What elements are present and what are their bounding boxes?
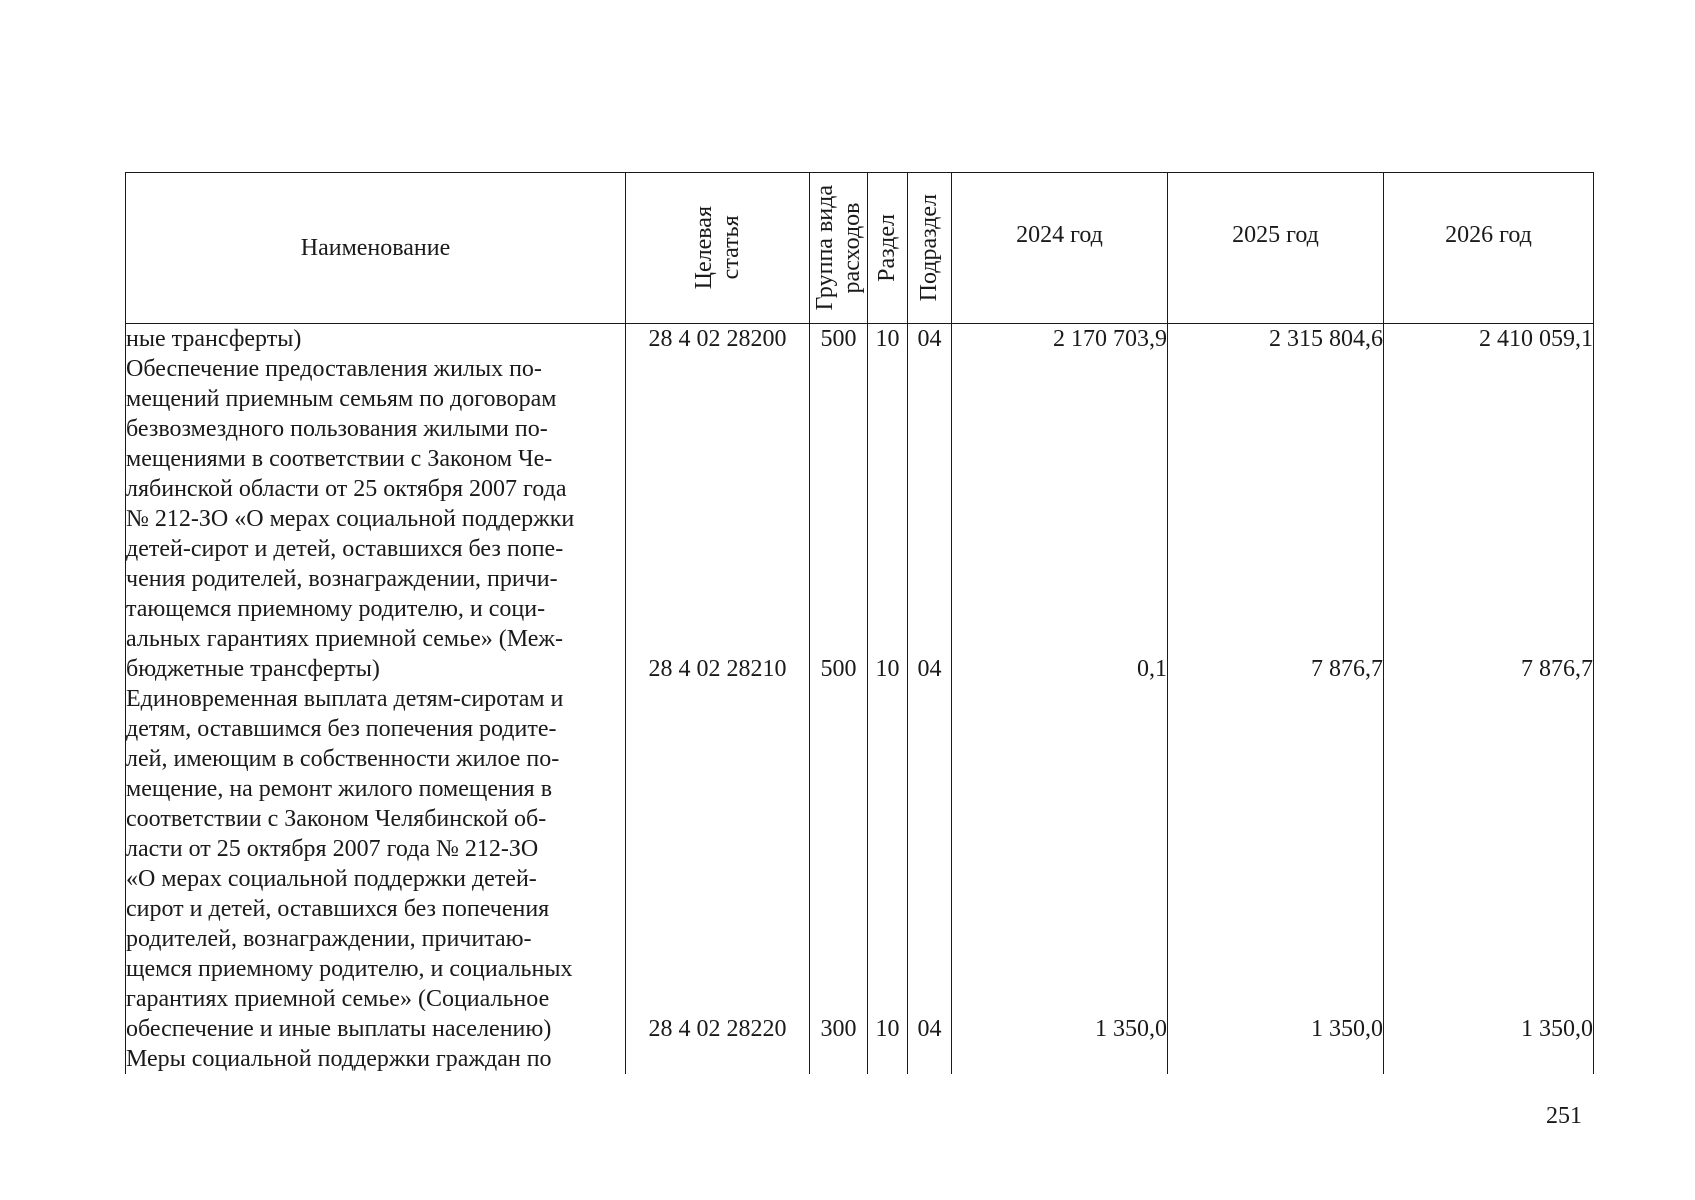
empty-line (1168, 624, 1383, 654)
empty-line (626, 894, 809, 924)
empty-line (1168, 1044, 1383, 1074)
empty-line (868, 924, 907, 954)
empty-line (626, 1044, 809, 1074)
empty-line (1384, 594, 1593, 624)
empty-line (868, 894, 907, 924)
page-number: 251 (1546, 1103, 1582, 1129)
empty-line (626, 984, 809, 1014)
empty-line (810, 924, 867, 954)
empty-line (1384, 504, 1593, 534)
empty-line (868, 1044, 907, 1074)
empty-line (908, 924, 951, 954)
empty-line (868, 594, 907, 624)
empty-line (1384, 864, 1593, 894)
empty-line (1168, 864, 1383, 894)
empty-line (952, 984, 1167, 1014)
empty-line (626, 564, 809, 594)
empty-line (626, 834, 809, 864)
empty-line (1384, 384, 1593, 414)
empty-line (1168, 744, 1383, 774)
section-cell: 10 (875, 326, 900, 352)
name-line: бюджетные трансферты) (126, 656, 380, 682)
empty-line (908, 534, 951, 564)
empty-line (868, 504, 907, 534)
empty-line (908, 414, 951, 444)
header-expense-group-line2: расходов (838, 202, 865, 294)
empty-line (626, 744, 809, 774)
empty-line (908, 774, 951, 804)
empty-line (626, 594, 809, 624)
empty-line (1168, 564, 1383, 594)
table-row (126, 324, 1594, 1075)
amount-2025-cell: 7 876,7 (1311, 656, 1383, 682)
empty-line (810, 624, 867, 654)
empty-line (626, 774, 809, 804)
empty-line (868, 834, 907, 864)
empty-line (868, 774, 907, 804)
name-line: ные трансферты) (126, 326, 302, 352)
empty-line (626, 474, 809, 504)
header-target-article-line2: статья (717, 216, 744, 280)
empty-line (810, 984, 867, 1014)
empty-line (908, 1044, 951, 1074)
empty-line (626, 954, 809, 984)
name-column (126, 324, 626, 1075)
empty-line (908, 684, 951, 714)
empty-line (1168, 504, 1383, 534)
empty-line (1384, 894, 1593, 924)
table-header (126, 173, 1594, 324)
empty-line (908, 594, 951, 624)
header-subsection (908, 173, 952, 324)
empty-line (810, 1044, 867, 1074)
empty-line (810, 894, 867, 924)
empty-line (810, 804, 867, 834)
header-name (126, 173, 626, 324)
empty-line (626, 624, 809, 654)
empty-line (868, 474, 907, 504)
empty-line (908, 384, 951, 414)
empty-line (868, 744, 907, 774)
header-year-2024-text: 2024 год (1016, 222, 1103, 248)
empty-line (952, 924, 1167, 954)
empty-line (908, 504, 951, 534)
amount-2026-cell: 2 410 059,1 (1479, 326, 1593, 352)
header-year-2026-text: 2026 год (1445, 222, 1532, 248)
name-line: мещениями в соответствии с Законом Че- (126, 446, 553, 472)
empty-line (952, 444, 1167, 474)
year-2025-column (1168, 324, 1384, 1075)
empty-line (810, 774, 867, 804)
header-year-2026 (1384, 173, 1594, 324)
empty-line (952, 384, 1167, 414)
empty-line (868, 624, 907, 654)
header-target-article-line1: Целевая (690, 206, 717, 290)
amount-2024-cell: 2 170 703,9 (1053, 326, 1167, 352)
header-expense-group-line1: Группа вида (811, 185, 838, 311)
empty-line (1384, 804, 1593, 834)
empty-line (868, 714, 907, 744)
empty-line (1168, 414, 1383, 444)
name-line: детей-сирот и детей, оставшихся без попе- (126, 536, 564, 562)
empty-line (868, 564, 907, 594)
empty-line (626, 864, 809, 894)
empty-line (810, 444, 867, 474)
empty-line (952, 834, 1167, 864)
empty-line (626, 924, 809, 954)
empty-line (908, 444, 951, 474)
subsection-cell: 04 (917, 326, 942, 352)
empty-line (626, 534, 809, 564)
empty-line (1168, 774, 1383, 804)
empty-line (908, 954, 951, 984)
empty-line (868, 444, 907, 474)
empty-line (1168, 714, 1383, 744)
name-line: мещение, на ремонт жилого помещения в (126, 776, 553, 802)
amount-2026-cell: 1 350,0 (1521, 1016, 1593, 1042)
empty-line (810, 474, 867, 504)
empty-line (1384, 564, 1593, 594)
name-line: щемся приемному родителю, и социальных (126, 956, 573, 982)
empty-line (908, 624, 951, 654)
name-line: «О мерах социальной поддержки детей- (126, 866, 537, 892)
amount-2025-cell: 2 315 804,6 (1269, 326, 1383, 352)
empty-line (1384, 444, 1593, 474)
empty-line (952, 594, 1167, 624)
header-expense-group (810, 173, 868, 324)
empty-line (626, 384, 809, 414)
empty-line (1384, 834, 1593, 864)
empty-line (908, 834, 951, 864)
empty-line (1168, 834, 1383, 864)
empty-line (810, 954, 867, 984)
empty-line (1168, 534, 1383, 564)
empty-line (1384, 354, 1593, 384)
header-year-2024 (952, 173, 1168, 324)
header-section (868, 173, 908, 324)
empty-line (810, 354, 867, 384)
header-target-article (626, 173, 810, 324)
name-line: детям, оставшимся без попечения родите- (126, 716, 557, 742)
expense-group-cell: 500 (820, 326, 857, 352)
name-line: мещений приемным семьям по договорам (126, 386, 557, 412)
empty-line (1168, 894, 1383, 924)
empty-line (626, 684, 809, 714)
section-column (868, 324, 908, 1075)
empty-line (952, 714, 1167, 744)
empty-line (952, 564, 1167, 594)
empty-line (952, 504, 1167, 534)
header-year-2025 (1168, 173, 1384, 324)
empty-line (868, 984, 907, 1014)
empty-line (868, 804, 907, 834)
empty-line (1168, 384, 1383, 414)
empty-line (952, 774, 1167, 804)
empty-line (626, 354, 809, 384)
year-2026-column (1384, 324, 1594, 1075)
empty-line (626, 444, 809, 474)
empty-line (810, 714, 867, 744)
empty-line (1384, 924, 1593, 954)
empty-line (1384, 684, 1593, 714)
empty-line (908, 864, 951, 894)
empty-line (1168, 444, 1383, 474)
empty-line (868, 384, 907, 414)
empty-line (908, 894, 951, 924)
budget-table (125, 172, 1594, 1074)
empty-line (952, 624, 1167, 654)
empty-line (952, 894, 1167, 924)
name-line: № 212-ЗО «О мерах социальной поддержки (126, 506, 575, 532)
empty-line (1168, 954, 1383, 984)
name-line: альных гарантиях приемной семье» (Меж- (126, 626, 563, 652)
expense-group-cell: 300 (820, 1016, 857, 1042)
empty-line (952, 354, 1167, 384)
subsection-cell: 04 (917, 1016, 942, 1042)
empty-line (908, 474, 951, 504)
empty-line (626, 714, 809, 744)
header-subsection-text: Подраздел (916, 194, 942, 302)
empty-line (810, 414, 867, 444)
empty-line (810, 504, 867, 534)
empty-line (810, 864, 867, 894)
empty-line (1168, 594, 1383, 624)
empty-line (1168, 684, 1383, 714)
empty-line (868, 354, 907, 384)
table-body (126, 324, 1594, 1075)
name-line: безвозмездного пользования жилыми по- (126, 416, 548, 442)
empty-line (626, 804, 809, 834)
empty-line (1384, 474, 1593, 504)
empty-line (1384, 984, 1593, 1014)
empty-line (908, 804, 951, 834)
empty-line (1168, 984, 1383, 1014)
empty-line (810, 744, 867, 774)
empty-line (810, 564, 867, 594)
empty-line (810, 534, 867, 564)
empty-line (1384, 954, 1593, 984)
name-line: лей, имеющим в собственности жилое по- (126, 746, 560, 772)
name-line: Меры социальной поддержки граждан по (126, 1046, 552, 1072)
header-name-text: Наименование (300, 235, 451, 261)
empty-line (908, 744, 951, 774)
target-article-cell: 28 4 02 28200 (648, 326, 787, 352)
empty-line (868, 414, 907, 444)
empty-line (952, 744, 1167, 774)
empty-line (908, 714, 951, 744)
name-line: Единовременная выплата детям-сиротам и (126, 686, 564, 712)
header-year-2025-text: 2025 год (1232, 222, 1319, 248)
section-cell: 10 (875, 656, 900, 682)
empty-line (868, 954, 907, 984)
expense-group-column (810, 324, 868, 1075)
amount-2024-cell: 1 350,0 (1095, 1016, 1167, 1042)
name-line: тающемся приемному родителю, и соци- (126, 596, 546, 622)
empty-line (1384, 714, 1593, 744)
section-cell: 10 (875, 1016, 900, 1042)
empty-line (1168, 354, 1383, 384)
empty-line (1384, 624, 1593, 654)
empty-line (810, 384, 867, 414)
subsection-cell: 04 (917, 656, 942, 682)
expense-group-cell: 500 (820, 656, 857, 682)
empty-line (952, 954, 1167, 984)
empty-line (868, 864, 907, 894)
empty-line (1168, 474, 1383, 504)
name-line: родителей, вознаграждении, причитаю- (126, 926, 532, 952)
empty-line (626, 504, 809, 534)
name-line: сирот и детей, оставшихся без попечения (126, 896, 550, 922)
empty-line (952, 414, 1167, 444)
empty-line (908, 564, 951, 594)
name-line: гарантиях приемной семье» (Социальное (126, 986, 550, 1012)
empty-line (952, 1044, 1167, 1074)
empty-line (1168, 924, 1383, 954)
name-line: соответствии с Законом Челябинской об- (126, 806, 547, 832)
empty-line (908, 354, 951, 384)
name-line: ласти от 25 октября 2007 года № 212-ЗО (126, 836, 539, 862)
subsection-column (908, 324, 952, 1075)
empty-line (952, 474, 1167, 504)
empty-line (810, 594, 867, 624)
empty-line (952, 864, 1167, 894)
header-section-text: Раздел (874, 214, 900, 282)
amount-2025-cell: 1 350,0 (1311, 1016, 1383, 1042)
target-article-cell: 28 4 02 28210 (648, 656, 787, 682)
empty-line (1384, 414, 1593, 444)
empty-line (1168, 804, 1383, 834)
empty-line (868, 534, 907, 564)
target-article-cell: 28 4 02 28220 (648, 1016, 787, 1042)
empty-line (952, 684, 1167, 714)
empty-line (1384, 534, 1593, 564)
name-line: обеспечение и иные выплаты населению) (126, 1016, 552, 1042)
empty-line (626, 414, 809, 444)
empty-line (868, 684, 907, 714)
amount-2026-cell: 7 876,7 (1521, 656, 1593, 682)
name-line: чения родителей, вознаграждении, причи- (126, 566, 558, 592)
empty-line (1384, 774, 1593, 804)
empty-line (952, 804, 1167, 834)
empty-line (952, 534, 1167, 564)
empty-line (810, 834, 867, 864)
name-line: Обеспечение предоставления жилых по- (126, 356, 542, 382)
amount-2024-cell: 0,1 (1137, 656, 1167, 682)
target-article-column (626, 324, 810, 1075)
empty-line (1384, 744, 1593, 774)
empty-line (810, 684, 867, 714)
empty-line (908, 984, 951, 1014)
name-line: лябинской области от 25 октября 2007 года (126, 476, 567, 502)
year-2024-column (952, 324, 1168, 1075)
empty-line (1384, 1044, 1593, 1074)
